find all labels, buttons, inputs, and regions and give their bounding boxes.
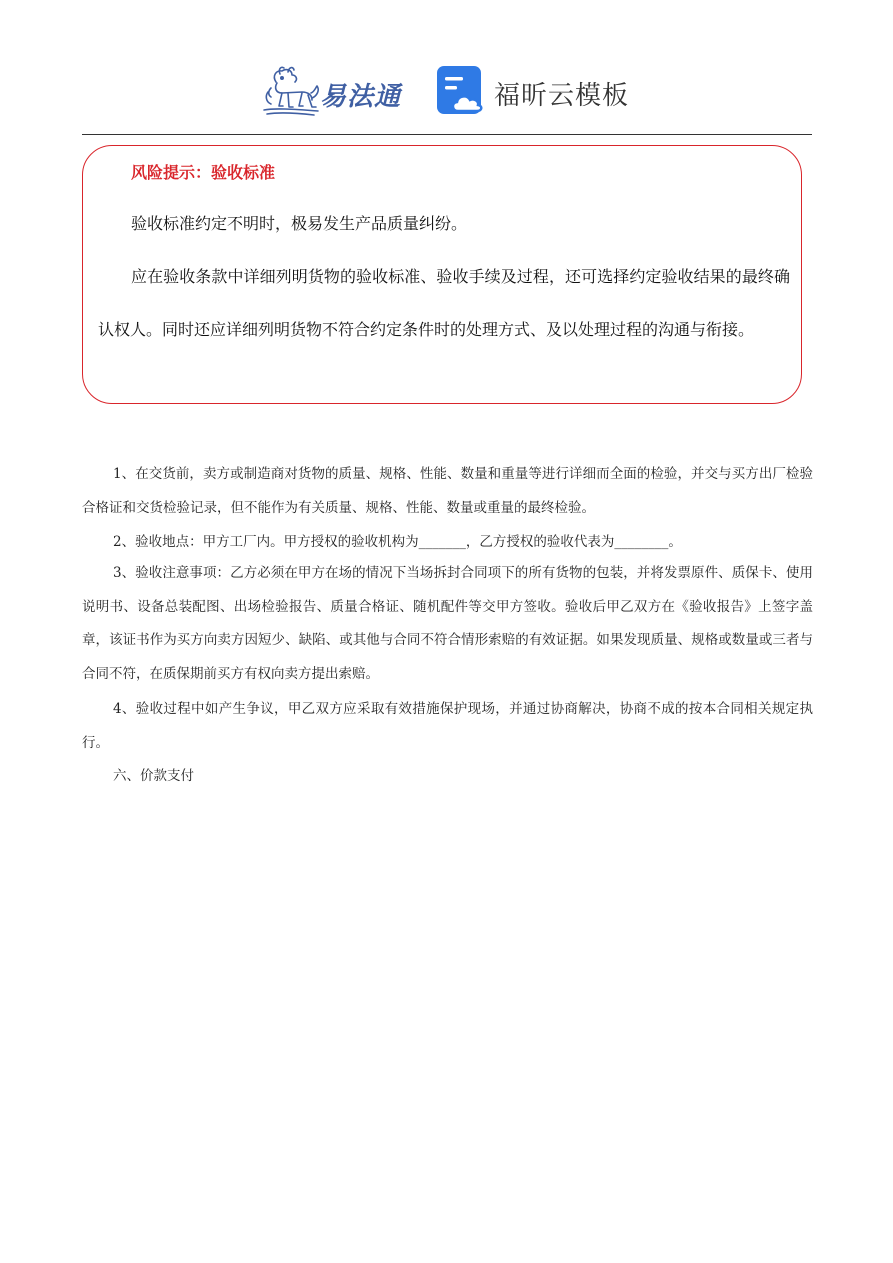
clause-block-1 [82,458,813,525]
clause-2: 2、验收地点：甲方工厂内。甲方授权的验收机构为_______，乙方授权的验收代表为________。 [113,534,682,550]
clause-3: 3、验收注意事项：乙方必须在甲方在场的情况下当场拆封合同项下的所有货物的包装，并将发票原件、质保卡、使用说明书、设备总装配图、出场检验报告、质量合格证、随机配件等交甲方签收。验收后甲乙双方在《验收报告》上签字盖章，该证书作为买方向卖方因短少、缺陷、或其他与合同不符合情形索赔的有效证据。如果发现质量、规格或数量或三者与合同不符，在质保期前买方有权向卖方提出索赔。 [82,565,813,682]
yifatong-logo [262,62,412,118]
risk-notice-title: 风险提示：验收标准 [131,163,276,182]
clause-block-2 [82,526,813,560]
risk-notice-paragraph-2: 应在验收条款中详细列明货物的验收标准、验收手续及过程，还可选择约定验收结果的最终确认权人。同时还应详细列明货物不符合约定条件时的处理方式、及以处理过程的沟通与衔接。 [98,267,790,339]
qilin-emblem-icon [262,62,322,118]
risk-notice-paragraph-1: 验收标准约定不明时，极易发生产品质量纠纷。 [131,214,468,233]
page-header [0,58,893,124]
fuxin-logo-text: 福昕云模板 [494,81,630,111]
clause-4: 4、验收过程中如产生争议，甲乙双方应采取有效措施保护现场，并通过协商解决，协商不成的按本合同相关规定执行。 [82,701,813,751]
header-divider [82,134,812,135]
section-heading-payment: 六、价款支付 [113,768,194,784]
yifatong-logo-text: 易法通 [320,82,402,112]
cloud-document-icon [436,65,486,117]
clause-block-3 [82,557,813,691]
clause-1: 1、在交货前，卖方或制造商对货物的质量、规格、性能、数量和重量等进行详细而全面的检验，并交与买方出厂检验合格证和交货检验记录，但不能作为有关质量、规格、性能、数量或重量的最终检验。 [82,466,813,516]
clause-block-4 [82,693,813,760]
fuxin-logo [436,65,636,117]
section-heading-block [82,760,813,794]
